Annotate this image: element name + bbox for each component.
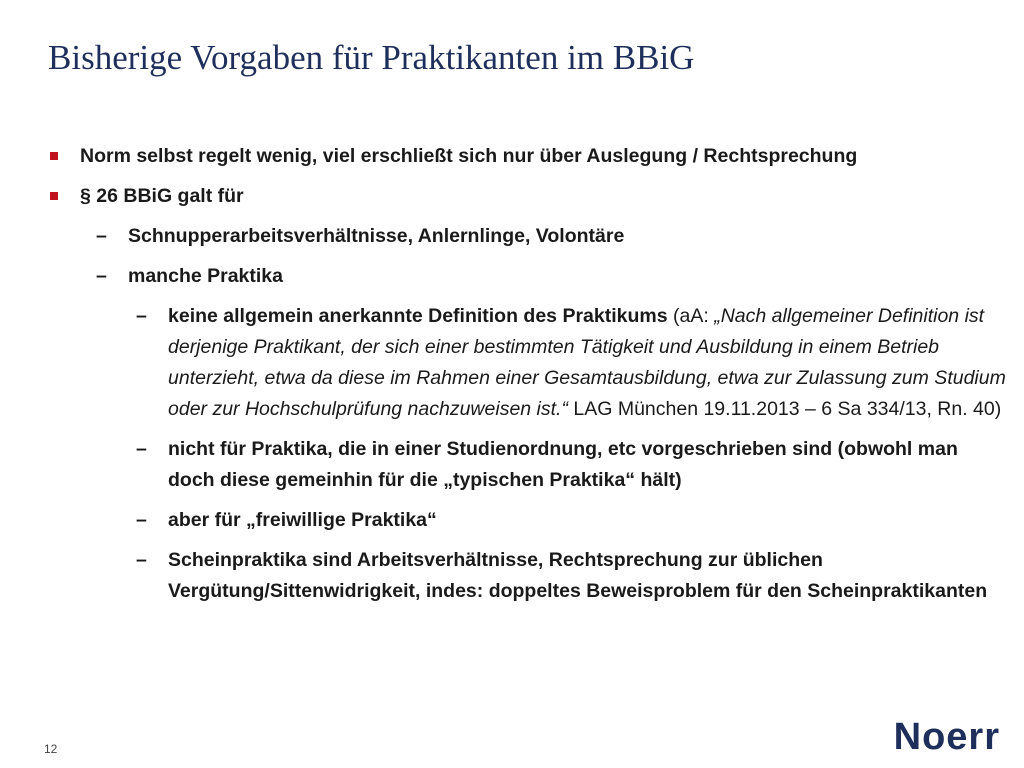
bullet-text-bold: keine allgemein anerkannte Definition des Praktikums xyxy=(168,305,674,327)
sub-sub-bullet-item xyxy=(48,505,1008,536)
bullet-text: Scheinpraktika sind Arbeitsverhältnisse, Rechtsprechung zur üblichen Vergütung/Sittenwidrigkeit, indes: doppeltes Beweisproblem für den Scheinpraktikanten xyxy=(168,549,988,602)
noerr-logo: Noerr xyxy=(893,716,1000,758)
bullet-text: aber für „freiwillige Praktika“ xyxy=(168,509,437,531)
bullet-item xyxy=(48,181,1008,212)
quote-text: „Nach allgemeiner Definition ist derjenige Praktikant, der sich einer bestimmten Tätigkeit und Ausbildung in einem Betrieb unterzieht, etwa da diese im Rahmen einer Gesamtausbildung, etwa zur Zulassung zum Studium oder zur Hochschulprüfung nachzuweisen ist.“ xyxy=(168,305,1006,420)
square-bullet-icon xyxy=(50,152,58,160)
dash-bullet-icon: – xyxy=(136,509,147,531)
square-bullet-icon xyxy=(50,192,58,200)
dash-bullet-icon: – xyxy=(136,305,147,327)
bullet-text: nicht für Praktika, die in einer Studienordnung, etc vorgeschrieben sind (obwohl man doch diese gemeinhin für die „typischen Praktika“ hält) xyxy=(168,438,958,491)
page-number: 12 xyxy=(44,742,58,756)
bullet-list xyxy=(48,141,1008,616)
sub-sub-bullet-item xyxy=(48,301,1008,425)
bullet-text-plain: (aA: xyxy=(673,305,715,327)
dash-bullet-icon: – xyxy=(136,438,147,460)
bullet-text: manche Praktika xyxy=(128,265,284,287)
sub-sub-bullet-item xyxy=(48,545,1008,607)
bullet-text: Norm selbst regelt wenig, viel erschließt sich nur über Auslegung / Rechtsprechung xyxy=(80,145,858,167)
dash-bullet-icon: – xyxy=(96,225,107,247)
sub-sub-bullet-item xyxy=(48,434,1008,496)
bullet-text: § 26 BBiG galt für xyxy=(80,185,244,207)
citation-text: LAG München 19.11.2013 – 6 Sa 334/13, Rn. 40) xyxy=(567,398,1002,420)
sub-bullet-item xyxy=(48,221,1008,252)
bullet-text: Schnupperarbeitsverhältnisse, Anlernlinge, Volontäre xyxy=(128,225,625,247)
bullet-item xyxy=(48,141,1008,172)
slide-title: Bisherige Vorgaben für Praktikanten im BBiG xyxy=(48,38,695,77)
dash-bullet-icon: – xyxy=(96,265,107,287)
sub-bullet-item xyxy=(48,261,1008,292)
dash-bullet-icon: – xyxy=(136,549,147,571)
